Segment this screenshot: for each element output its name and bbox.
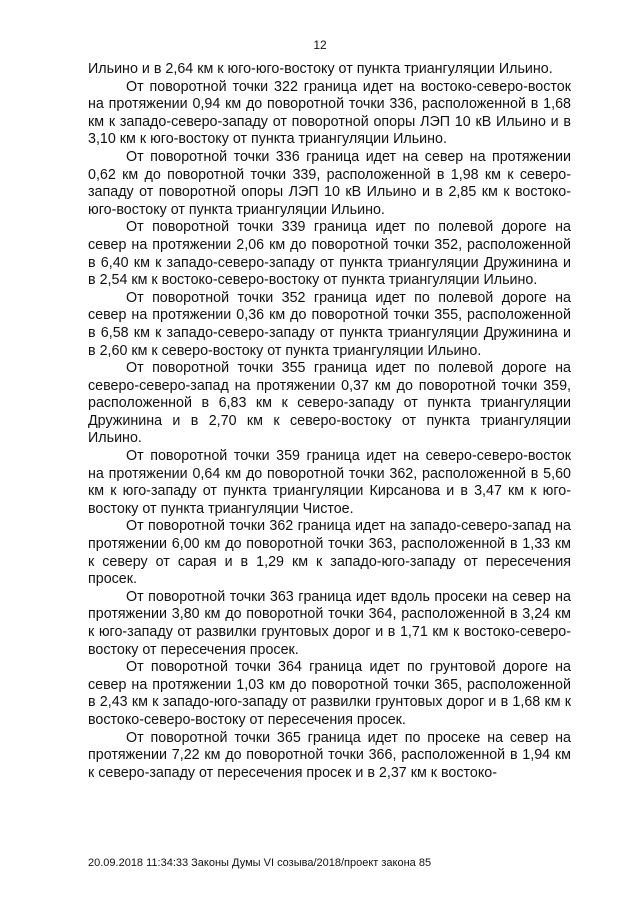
paragraph: От поворотной точки 339 граница идет по полевой дороге на север на протяжении 2,06 км до поворотной точки 352, расположенной в 6,40 км к западо-северо-западу от пункта триангуляции Дружинина и в 2,54 км к востоко-северо-востоку от пункта триангуляции Ильино. (88, 219, 571, 289)
paragraph: От поворотной точки 336 граница идет на север на протяжении 0,62 км до поворотной точки 339, расположенной в 1,98 км к северо-западу от поворотной опоры ЛЭП 10 кВ Ильино и в 2,85 км к востоко-юго-востоку от пункта триангуляции Ильино. (88, 148, 571, 218)
paragraph: Ильино и в 2,64 км к юго-юго-востоку от пункта триангуляции Ильино. (88, 61, 553, 77)
paragraph: От поворотной точки 363 граница идет вдоль просеки на север на протяжении 3,80 км до поворотной точки 364, расположенной в 3,24 км к юго-западу от развилки грунтовых дорог и в 1,71 км к востоко-северо-востоку от пересечения просек. (88, 588, 571, 658)
document-footer: 20.09.2018 11:34:33 Законы Думы VI созыва/2018/проект закона 85 (88, 857, 432, 869)
paragraph: От поворотной точки 359 граница идет на северо-северо-восток на протяжении 0,64 км до поворотной точки 362, расположенной в 5,60 км к юго-западу от пункта триангуляции Кирсанова и в 3,47 км к юго-востоку от пункта триангуляции Чистое. (88, 448, 571, 517)
document-body (88, 61, 571, 782)
paragraph: От поворотной точки 322 граница идет на востоко-северо-восток на протяжении 0,94 км до поворотной точки 336, расположенной в 1,68 км к западо-северо-западу от поворотной опоры ЛЭП 10 кВ Ильино и в 3,10 км к юго-востоку от пункта триангуляции Ильино. (88, 78, 571, 148)
page-number: 12 (313, 38, 327, 52)
paragraph: От поворотной точки 355 граница идет по полевой дороге на северо-северо-запад на протяжении 0,37 км до поворотной точки 359, расположенной в 6,83 км к северо-западу от пункта триангуляции Дружинина и в 2,70 км к северо-востоку от пункта триангуляции Ильино. (88, 360, 571, 447)
paragraph: От поворотной точки 352 граница идет по полевой дороге на север на протяжении 0,36 км до поворотной точки 355, расположенной в 6,58 км к западо-северо-западу от пункта триангуляции Дружинина и в 2,60 км к северо-востоку от пункта триангуляции Ильино. (88, 289, 571, 359)
paragraph: От поворотной точки 365 граница идет по просеке на север на протяжении 7,22 км до поворотной точки 366, расположенной в 1,94 км к северо-западу от пересечения просек и в 2,37 км к востоко- (88, 729, 571, 781)
paragraph: От поворотной точки 362 граница идет на западо-северо-запад на протяжении 6,00 км до поворотной точки 363, расположенной в 1,33 км к северу от сарая и в 1,29 км к западо-юго-западу от пересечения просек. (88, 518, 571, 588)
paragraph: От поворотной точки 364 граница идет по грунтовой дороге на север на протяжении 1,03 км до поворотной точки 365, расположенной в 2,43 км к западо-юго-западу от развилки грунтовых дорог и в 1,68 км к востоко-северо-востоку от пересечения просек. (88, 659, 571, 728)
